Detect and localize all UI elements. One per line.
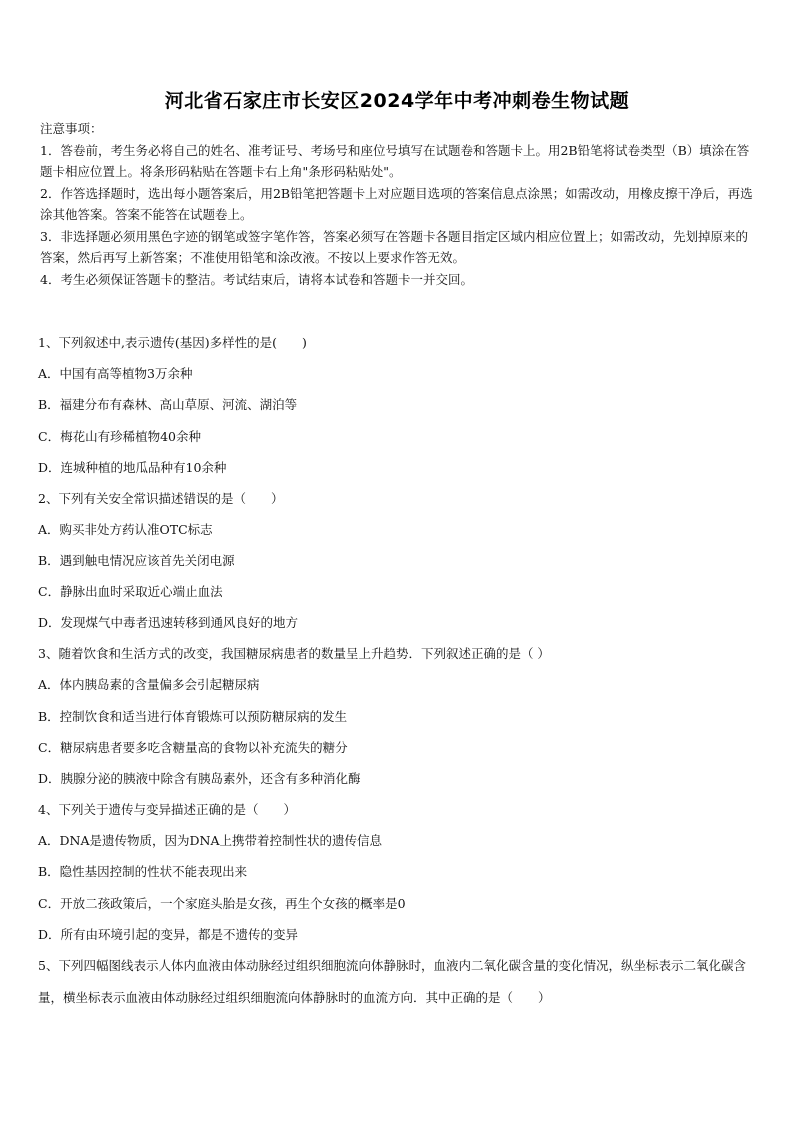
notice-item-2: 2．作答选择题时，选出每小题答案后，用2B铅笔把答题卡上对应题目选项的答案信息点涂黑；如需改动，用橡皮擦干净后，再选涂其他答案。答案不能答在试题卷上。 [40,185,753,222]
question-4-option-b: B．隐性基因控制的性状不能表现出来 [38,864,248,879]
question-4-option-c: C．开放二孩政策后，一个家庭头胎是女孩，再生个女孩的概率是0 [38,896,406,911]
question-2-option-b: B．遇到触电情况应该首先关闭电源 [38,553,235,568]
question-3-option-a: A．体内胰岛素的含量偏多会引起糖尿病 [38,677,260,692]
question-2-option-d: D．发现煤气中毒者迅速转移到通风良好的地方 [38,615,299,630]
notice-heading: 注意事项： [40,121,103,136]
notice-item-3: 3．非选择题必须用黑色字迹的钢笔或签字笔作答，答案必须写在答题卡各题目指定区域内相应位置上；如需改动，先划掉原来的答案，然后再写上新答案；不准使用铅笔和涂改液。不按以上要求作答无效。 [40,228,748,265]
question-1-option-b: B．福建分布有森林、高山草原、河流、湖泊等 [38,397,298,412]
question-3-option-d: D．胰腺分泌的胰液中除含有胰岛素外，还含有多种消化酶 [38,771,361,786]
question-4-stem: 4、下列关于遗传与变异描述正确的是（ ） [38,802,296,817]
question-1-option-c: C．梅花山有珍稀植物40余种 [38,429,201,444]
question-3-stem: 3、随着饮食和生活方式的改变，我国糖尿病患者的数量呈上升趋势．下列叙述正确的是（ ） [38,646,550,661]
page-title: 河北省石家庄市长安区2024学年中考冲刺卷生物试题 [164,90,630,112]
question-3-option-c: C．糖尿病患者要多吃含糖量高的食物以补充流失的糖分 [38,740,348,755]
question-1-stem: 1、下列叙述中,表示遗传(基因)多样性的是( ) [38,335,307,350]
question-2-stem: 2、下列有关安全常识描述错误的是（ ） [38,491,284,506]
question-2-option-c: C．静脉出血时采取近心端止血法 [38,584,223,599]
question-1-option-a: A．中国有高等植物3万余种 [38,366,193,381]
question-4-option-a: A．DNA是遗传物质，因为DNA上携带着控制性状的遗传信息 [38,833,383,848]
question-3-option-b: B．控制饮食和适当进行体育锻炼可以预防糖尿病的发生 [38,709,348,724]
question-5-stem: 5、下列四幅图线表示人体内血液由体动脉经过组织细胞流向体静脉时，血液内二氧化碳含量的变化情况，纵坐标表示二氧化碳含量，横坐标表示血液由体动脉经过组织细胞流向体静脉时的血流方向．其中正确的是（ ） [38,958,746,1005]
notice-section [40,118,756,290]
question-4-option-d: D．所有由环境引起的变异，都是不遗传的变异 [38,927,299,942]
question-1-option-d: D．连城种植的地瓜品种有10余种 [38,460,227,475]
notice-item-1: 1．答卷前，考生务必将自己的姓名、准考证号、考场号和座位号填写在试题卷和答题卡上。用2B铅笔将试卷类型（B）填涂在答题卡相应位置上。将条形码粘贴在答题卡右上角"条形码粘贴处"。 [40,142,750,179]
question-2-option-a: A．购买非处方药认准OTC标志 [38,522,213,537]
notice-item-4: 4．考生必须保证答题卡的整洁。考试结束后，请将本试卷和答题卡一并交回。 [40,271,473,287]
